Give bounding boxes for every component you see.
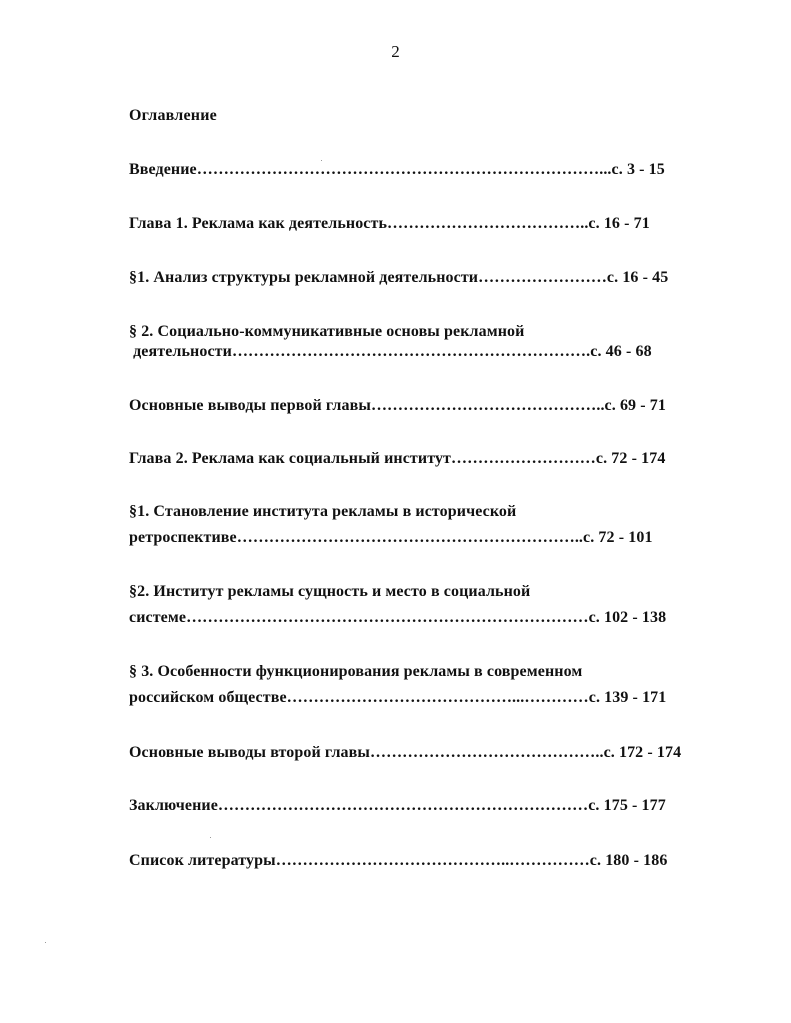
toc-entry-ch2-section-1-line-2: ретроспективе………………………………………………………..с. 72 - 101 [129,529,653,546]
scan-speck [210,837,211,838]
toc-entry-ch2-section-3-line-1: § 3. Особенности функционирования рекламы в современном [129,663,583,680]
toc-entry-ch2-section-3-line-2: российском обществе……………………………………...…………с. 139 - 171 [129,689,667,706]
page-number: 2 [391,42,400,61]
toc-entry-chapter-2: Глава 2. Реклама как социальный институт………………………с. 72 - 174 [129,450,666,467]
scan-speck [45,942,46,943]
toc-entry-introduction: Введение…………………………………………………………………...с. 3 - 15 [129,161,665,178]
toc-entry-ch2-section-2-line-1: §2. Институт рекламы сущность и место в социальной [129,583,531,600]
scan-speck [321,160,322,161]
toc-entry-chapter-1: Глава 1. Реклама как деятельность………………………………..с. 16 - 71 [129,215,650,232]
toc-entry-ch1-conclusions: Основные выводы первой главы……………………………………..с. 69 - 71 [129,397,666,414]
toc-title: Оглавление [129,107,217,124]
toc-entry-conclusion: Заключение……………………………………………………………с. 175 - 177 [129,797,666,814]
toc-entry-bibliography: Список литературы……………………………………..……………с. 180 - 186 [129,852,668,869]
toc-entry-ch2-section-1-line-1: §1. Становление института рекламы в исторической [129,503,517,520]
toc-entry-ch2-conclusions: Основные выводы второй главы……………………………………..с. 172 - 174 [129,744,682,761]
toc-entry-ch2-section-2-line-2: системе…………………………………………………………………с. 102 - 138 [129,609,667,626]
toc-entry-ch1-section-2-line-2: деятельности………………………………………………………….с. 46 - 68 [129,343,652,360]
toc-entry-ch1-section-1: §1. Анализ структуры рекламной деятельности……………………с. 16 - 45 [129,269,669,286]
toc-entry-ch1-section-2-line-1: § 2. Социально-коммуникативные основы рекламной [129,323,525,340]
